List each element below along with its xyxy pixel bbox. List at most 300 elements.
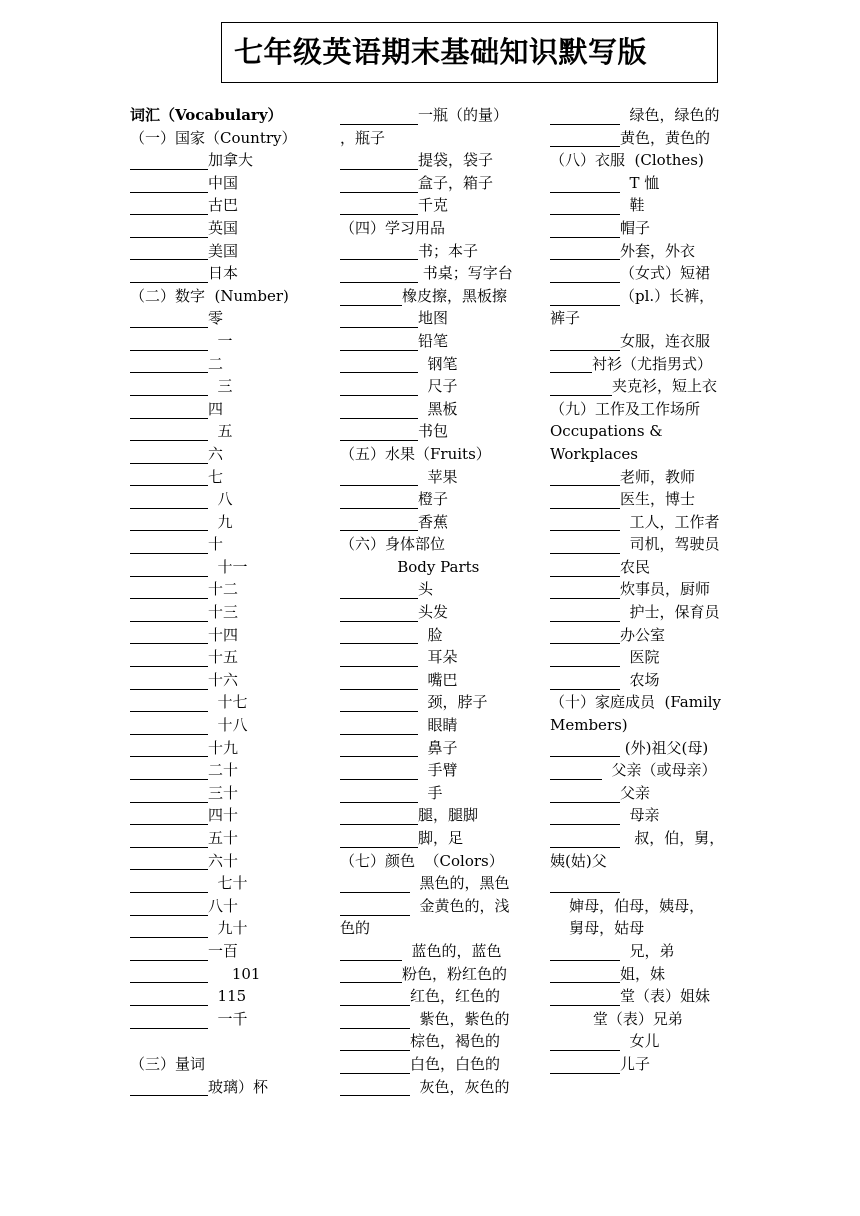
answer-blank[interactable] [550,945,620,961]
item-label: 护士，保育员 [620,603,720,622]
answer-blank[interactable] [130,222,208,238]
text-line [340,917,545,940]
answer-blank[interactable] [550,357,592,373]
answer-blank[interactable] [550,222,620,238]
answer-blank[interactable] [340,628,418,644]
fill-in-item [550,578,750,601]
text-line [550,398,750,421]
fill-in-item [130,917,335,940]
answer-blank[interactable] [550,809,620,825]
item-label: T 恤 [620,173,660,192]
item-label: 叔，伯，舅， [620,829,725,847]
answer-blank[interactable] [130,244,208,260]
answer-blank[interactable] [340,674,418,690]
page-title: 七年级英语期末基础知识默写版 [234,35,648,69]
line-text: （三）量词 [130,1054,206,1073]
answer-blank[interactable] [550,606,620,622]
fill-in-item [130,194,335,217]
answer-blank[interactable] [340,493,418,509]
fill-in-item [550,624,750,647]
answer-blank[interactable] [550,470,620,486]
answer-blank[interactable] [550,1035,620,1051]
answer-blank[interactable] [340,357,418,373]
fill-in-item [340,420,545,443]
fill-in-item [130,985,335,1008]
item-label: 红色，红色的 [410,987,501,1006]
item-label: 书；本子 [418,241,479,260]
fill-in-item [340,330,545,353]
fill-in-item [340,895,545,918]
answer-blank[interactable] [130,877,208,893]
answer-blank[interactable] [130,425,208,441]
text-line [550,149,750,172]
answer-blank[interactable] [130,628,208,644]
item-label: 脸 [418,625,443,644]
item-label: 白色，白色的 [410,1054,501,1073]
item-label: 铅笔 [418,331,449,350]
answer-blank[interactable] [130,696,208,712]
item-label: 手臂 [418,761,458,780]
answer-blank[interactable] [130,922,208,938]
answer-blank[interactable] [340,335,418,351]
fill-in-item [340,398,545,421]
fill-in-item [340,601,545,624]
fill-in-item [340,714,545,737]
fill-in-item [130,307,335,330]
text-line [340,443,545,466]
answer-blank[interactable] [340,606,418,622]
fill-in-item [340,963,545,986]
answer-blank[interactable] [130,199,208,215]
item-label: 手 [418,783,443,802]
line-text: （一）国家（Country） [130,128,297,147]
answer-blank[interactable] [130,583,208,599]
answer-blank[interactable] [340,1080,410,1096]
answer-blank[interactable] [550,1058,620,1074]
answer-blank[interactable] [130,832,208,848]
fill-in-item [340,985,545,1008]
text-line [550,691,750,714]
item-label: 司机，驾驶员 [620,535,720,554]
answer-blank[interactable] [340,515,418,531]
answer-blank[interactable] [340,312,418,328]
answer-blank[interactable] [550,651,620,667]
item-label: 衬衫（尤指男式） [592,354,713,373]
answer-blank[interactable] [340,945,402,961]
item-label: 四 [208,399,224,418]
fill-in-item [340,285,545,308]
item-label: 115 [208,987,247,1006]
item-label: 姐，妹 [620,964,666,983]
answer-blank[interactable] [340,403,418,419]
answer-blank[interactable] [550,787,620,803]
answer-blank[interactable] [550,877,620,893]
answer-blank[interactable] [550,538,620,554]
answer-blank[interactable] [130,990,208,1006]
fill-in-item [550,963,750,986]
answer-blank[interactable] [340,1035,410,1051]
fill-in-item [340,578,545,601]
fill-in-item [340,172,545,195]
text-line [340,850,545,873]
answer-blank[interactable] [130,900,208,916]
item-label: 千克 [418,196,449,215]
item-label: （女式）短裙 [620,264,711,283]
answer-blank[interactable] [340,109,418,125]
fill-in-item [340,353,545,376]
item-label: 书包 [418,422,449,441]
fill-in-item [130,149,335,172]
answer-blank[interactable] [130,787,208,803]
answer-blank[interactable] [130,561,208,577]
answer-blank[interactable] [130,764,208,780]
answer-blank[interactable] [130,357,208,373]
text-line [340,127,545,150]
item-label: 古巴 [208,196,239,215]
item-label: 一 [208,331,233,350]
answer-blank[interactable] [550,674,620,690]
item-label: 医院 [620,648,660,667]
fill-in-item [550,669,750,692]
line-text: 色的 [340,919,371,938]
text-line [340,556,545,579]
fill-in-item [340,782,545,805]
fill-in-item [340,511,545,534]
item-label: 橙子 [418,490,449,509]
answer-blank[interactable] [130,312,208,328]
item-label: 工人，工作者 [620,512,720,531]
answer-blank[interactable] [340,290,402,306]
text-line [550,714,750,737]
item-label: 兄，弟 [620,941,675,960]
fill-in-item [130,669,335,692]
item-label: 十八 [208,716,248,735]
item-label: 二 [208,354,224,373]
text-line [550,1008,750,1031]
answer-blank[interactable] [340,900,410,916]
answer-blank[interactable] [340,719,418,735]
fill-in-item [130,1076,335,1099]
item-label: 英国 [208,218,239,237]
fill-in-item [340,827,545,850]
item-label: 十一 [208,557,248,576]
answer-blank[interactable] [550,990,620,1006]
line-text: ，瓶子 [340,128,386,147]
answer-blank[interactable] [550,244,620,260]
fill-in-item [130,556,335,579]
answer-blank[interactable] [550,583,620,599]
fill-in-item [550,533,750,556]
line-text: 裤子 [550,309,581,328]
text-line [550,443,750,466]
fill-in-item [130,262,335,285]
item-label: 头 [418,580,434,599]
item-label: 老师，教师 [620,467,696,486]
item-label: 头发 [418,603,449,622]
answer-blank[interactable] [340,787,418,803]
item-label: 香蕉 [418,512,449,531]
answer-blank[interactable] [550,131,620,147]
item-label: 三 [208,377,233,396]
fill-in-item [130,940,335,963]
answer-blank[interactable] [130,380,208,396]
answer-blank[interactable] [130,515,208,531]
item-label: 堂（表）姐妹 [620,987,711,1006]
fill-in-item [550,759,750,782]
fill-in-item [130,963,335,986]
item-label: 五 [208,422,233,441]
fill-in-item [130,646,335,669]
fill-in-item [130,420,335,443]
fill-in-item [340,307,545,330]
item-label: 提袋，袋子 [418,151,494,170]
answer-blank[interactable] [340,651,418,667]
item-label: 八十 [208,896,239,915]
fill-in-item [130,895,335,918]
answer-blank[interactable] [340,267,418,283]
item-label: 钢笔 [418,354,458,373]
line-text: Body Parts [340,557,480,576]
item-label: 一百 [208,941,239,960]
item-label: 炊事员，厨师 [620,580,711,599]
answer-blank[interactable] [550,741,620,757]
answer-blank[interactable] [550,199,620,215]
answer-blank[interactable] [550,628,620,644]
fill-in-item [130,714,335,737]
text-line [340,217,545,240]
fill-in-item [130,217,335,240]
answer-blank[interactable] [340,470,418,486]
fill-in-item [550,1053,750,1076]
item-label: 十九 [208,738,239,757]
item-label: 黑色的，黑色 [410,874,510,893]
answer-blank[interactable] [130,809,208,825]
item-label: 棕色，褐色的 [410,1032,501,1051]
answer-blank[interactable] [340,877,410,893]
fill-in-item [550,240,750,263]
answer-blank[interactable] [130,651,208,667]
item-label: 十七 [208,693,248,712]
item-label: 脚，足 [418,829,464,847]
answer-blank[interactable] [340,990,410,1006]
item-label: 农场 [620,670,660,689]
fill-in-item [340,104,545,127]
fill-in-item [130,511,335,534]
item-label: 女服，连衣服 [620,331,711,350]
item-label: 绿色，绿色的 [620,106,720,124]
item-label: 鼻子 [418,738,458,757]
item-label: 中国 [208,173,239,192]
answer-blank[interactable] [550,335,620,351]
fill-in-item [130,578,335,601]
answer-blank[interactable] [340,1058,410,1074]
item-label: 二十 [208,761,239,780]
line-text: （七）颜色 （Colors） [340,851,504,870]
fill-in-item [130,850,335,873]
item-label: 十二 [208,580,239,599]
answer-blank[interactable] [130,1080,208,1096]
line-text: 婶母，伯母，姨母， [550,896,705,915]
fill-in-item [550,985,750,1008]
fill-in-item [340,375,545,398]
fill-in-item [340,759,545,782]
fill-in-item [550,511,750,534]
fill-in-item [340,149,545,172]
fill-in-item [550,194,750,217]
fill-in-item [130,737,335,760]
fill-in-item [340,1053,545,1076]
answer-blank[interactable] [550,109,620,125]
answer-blank[interactable] [340,832,418,848]
fill-in-item [130,240,335,263]
item-label: 办公室 [620,625,666,644]
answer-blank[interactable] [550,290,620,306]
answer-blank[interactable] [340,967,402,983]
fill-in-item [340,1008,545,1031]
answer-blank[interactable] [550,832,620,848]
item-label: 耳朵 [418,648,458,667]
item-label: 金黄色的，浅 [410,896,510,915]
answer-blank[interactable] [340,583,418,599]
answer-blank[interactable] [340,244,418,260]
item-label: 地图 [418,309,449,328]
item-label: 日本 [208,264,239,283]
answer-blank[interactable] [550,493,620,509]
answer-blank[interactable] [130,967,208,983]
answer-blank[interactable] [130,335,208,351]
fill-in-item [550,1030,750,1053]
item-label: 十五 [208,648,239,667]
item-label: 夹克衫，短上衣 [612,377,718,396]
answer-blank[interactable] [130,719,208,735]
answer-blank[interactable] [340,425,418,441]
answer-blank[interactable] [550,764,602,780]
fill-in-item [340,194,545,217]
item-label: 农民 [620,557,651,576]
answer-blank[interactable] [340,177,418,193]
answer-blank[interactable] [550,177,620,193]
fill-in-item [130,827,335,850]
item-label: 五十 [208,829,239,847]
answer-blank[interactable] [340,696,418,712]
column-2 [340,104,545,1098]
item-label: 儿子 [620,1054,651,1073]
text-line [550,420,750,443]
fill-in-item [340,1076,545,1099]
text-line [130,1030,335,1053]
fill-in-item [340,691,545,714]
item-label: 零 [208,309,224,328]
fill-in-item [130,1008,335,1031]
answer-blank[interactable] [550,561,620,577]
answer-blank[interactable] [130,493,208,509]
line-text: 堂（表）兄弟 [550,1009,683,1028]
answer-blank[interactable] [340,741,418,757]
item-label: 六 [208,444,224,463]
fill-in-item [550,217,750,240]
answer-blank[interactable] [130,854,208,870]
answer-blank[interactable] [130,267,208,283]
fill-in-item [340,240,545,263]
item-label: 外套，外衣 [620,241,696,260]
text-line [130,285,335,308]
item-label: 母亲 [620,806,660,825]
item-label: 美国 [208,241,239,260]
fill-in-item [550,127,750,150]
answer-blank[interactable] [130,403,208,419]
line-text: 姨(姑)父 [550,851,607,870]
line-text: （八）衣服 (Clothes) [550,151,704,170]
item-label: (外)祖父(母) [620,738,709,757]
item-label: 十四 [208,625,239,644]
fill-in-item [550,646,750,669]
item-label: 紫色，紫色的 [410,1009,510,1028]
item-label: 苹果 [418,467,458,486]
text-line [130,1053,335,1076]
fill-in-item [130,443,335,466]
answer-blank[interactable] [130,741,208,757]
answer-blank[interactable] [550,515,620,531]
fill-in-item [340,646,545,669]
answer-blank[interactable] [550,267,620,283]
fill-in-item [550,330,750,353]
answer-blank[interactable] [340,1013,410,1029]
fill-in-item [550,827,750,850]
answer-blank[interactable] [340,380,418,396]
line-text: Workplaces [550,444,639,463]
fill-in-item [130,488,335,511]
answer-blank[interactable] [550,380,612,396]
fill-in-item [340,624,545,647]
answer-blank[interactable] [130,154,208,170]
item-label: 十三 [208,603,239,622]
answer-blank[interactable] [340,764,418,780]
answer-blank[interactable] [130,177,208,193]
answer-blank[interactable] [340,199,418,215]
item-label: 嘴巴 [418,670,458,689]
answer-blank[interactable] [130,538,208,554]
answer-blank[interactable] [550,967,620,983]
fill-in-item [550,488,750,511]
answer-blank[interactable] [340,809,418,825]
fill-in-item [340,1030,545,1053]
line-text: （二）数字 (Number) [130,286,289,305]
fill-in-item [340,737,545,760]
fill-in-item [340,940,545,963]
fill-in-item [130,804,335,827]
line-text: （五）水果（Fruits） [340,444,491,463]
fill-in-item [550,466,750,489]
fill-in-item [340,804,545,827]
fill-in-item [340,262,545,285]
answer-blank[interactable] [130,470,208,486]
item-label: 黑板 [418,399,458,418]
line-text: 词汇（Vocabulary） [130,106,283,124]
answer-blank[interactable] [130,1013,208,1029]
answer-blank[interactable] [130,448,208,464]
fill-in-item [130,759,335,782]
answer-blank[interactable] [130,606,208,622]
fill-in-item [130,782,335,805]
item-label: 加拿大 [208,151,254,170]
fill-in-item [550,601,750,624]
line-text: （九）工作及工作场所 [550,399,701,418]
text-line [340,533,545,556]
answer-blank[interactable] [130,674,208,690]
answer-blank[interactable] [340,154,418,170]
item-label: 七十 [208,874,248,893]
answer-blank[interactable] [130,945,208,961]
